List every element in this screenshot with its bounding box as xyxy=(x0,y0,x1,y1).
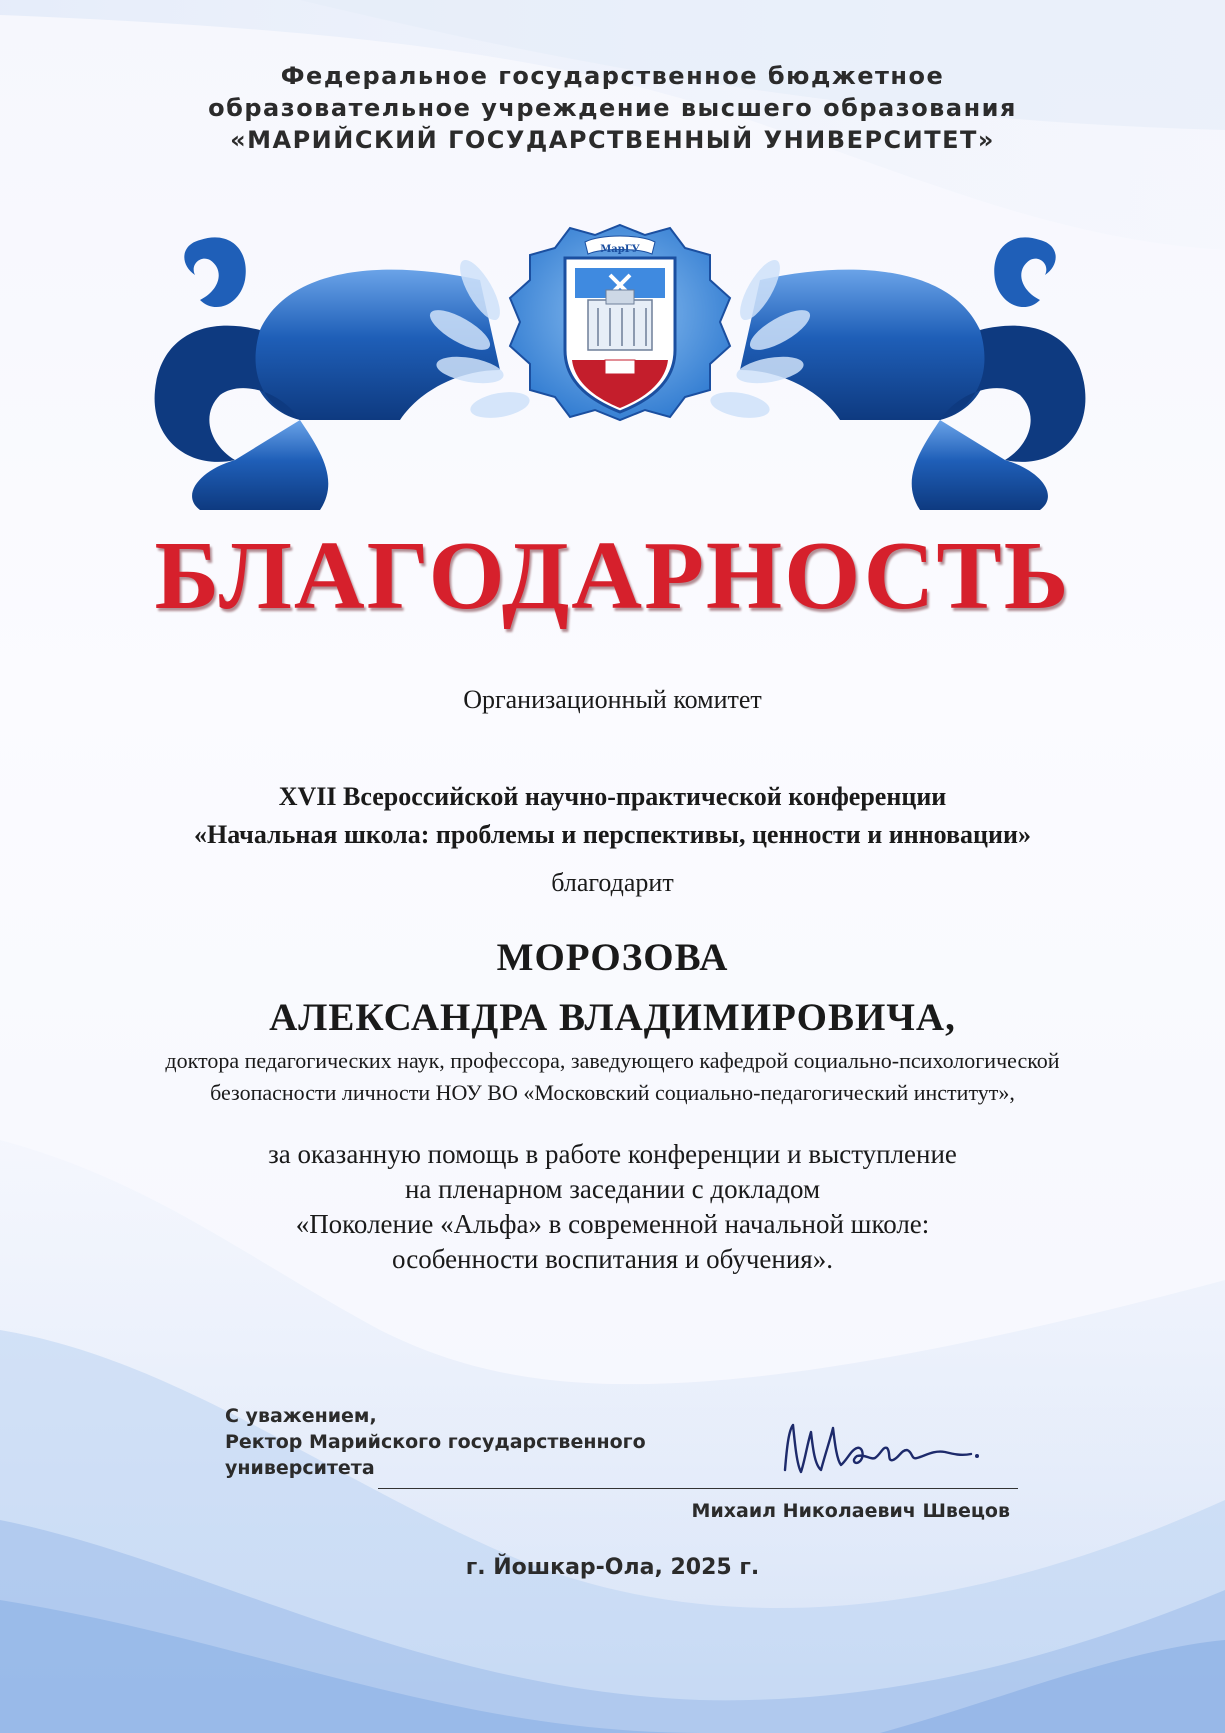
institution-header xyxy=(0,60,1225,156)
handwritten-signature xyxy=(775,1410,985,1495)
signature-greeting: С уважением, xyxy=(225,1405,377,1427)
reason-line-2: на пленарном заседании с докладом xyxy=(404,1174,821,1204)
committee-text: Организационный комитет xyxy=(463,685,762,714)
recipient-name xyxy=(0,928,1225,1048)
reason-text xyxy=(0,1137,1225,1277)
reason-line-3: «Поколение «Альфа» в современной начальной школе: xyxy=(295,1209,930,1239)
header-line-1: Федеральное государственное бюджетное xyxy=(280,62,945,90)
place-date: г. Йошкар-Ола, 2025 г. xyxy=(465,1555,760,1580)
reason-line-4: особенности воспитания и обучения». xyxy=(392,1244,833,1274)
conference-name xyxy=(0,778,1225,854)
signature-block xyxy=(225,1403,646,1481)
header-line-2: образовательное учреждение высшего образования xyxy=(208,94,1017,122)
position-line-2: безопасности личности НОУ ВО «Московский социально-педагогический институт», xyxy=(210,1080,1015,1105)
certificate-title: БЛАГОДАРНОСТЬ xyxy=(154,522,1071,630)
thanks-verb: благодарит xyxy=(551,868,674,897)
signature-role-line-2: университета xyxy=(225,1457,375,1479)
rector-name: Михаил Николаевич Швецов xyxy=(691,1500,1010,1522)
recipient-position xyxy=(0,1045,1225,1109)
signature-line xyxy=(378,1488,1018,1489)
conference-line-2: «Начальная школа: проблемы и перспективы, ценности и инновации» xyxy=(193,820,1031,849)
signature-role-line-1: Ректор Марийского государственного xyxy=(225,1431,646,1453)
university-emblem-icon xyxy=(510,225,730,420)
ribbon-emblem xyxy=(140,220,1100,510)
recipient-surname: МОРОЗОВА xyxy=(496,936,729,979)
recipient-given-names: АЛЕКСАНДРА ВЛАДИМИРОВИЧА, xyxy=(269,996,956,1039)
emblem-label: МарГУ xyxy=(600,244,640,255)
header-line-3: «МАРИЙСКИЙ ГОСУДАРСТВЕННЫЙ УНИВЕРСИТЕТ» xyxy=(230,126,995,154)
conference-line-1: XVII Всероссийской научно-практической конференции xyxy=(278,782,947,811)
position-line-1: доктора педагогических наук, профессора, заведующего кафедрой социально-психологической xyxy=(165,1048,1060,1073)
reason-line-1: за оказанную помощь в работе конференции и выступление xyxy=(268,1139,957,1169)
